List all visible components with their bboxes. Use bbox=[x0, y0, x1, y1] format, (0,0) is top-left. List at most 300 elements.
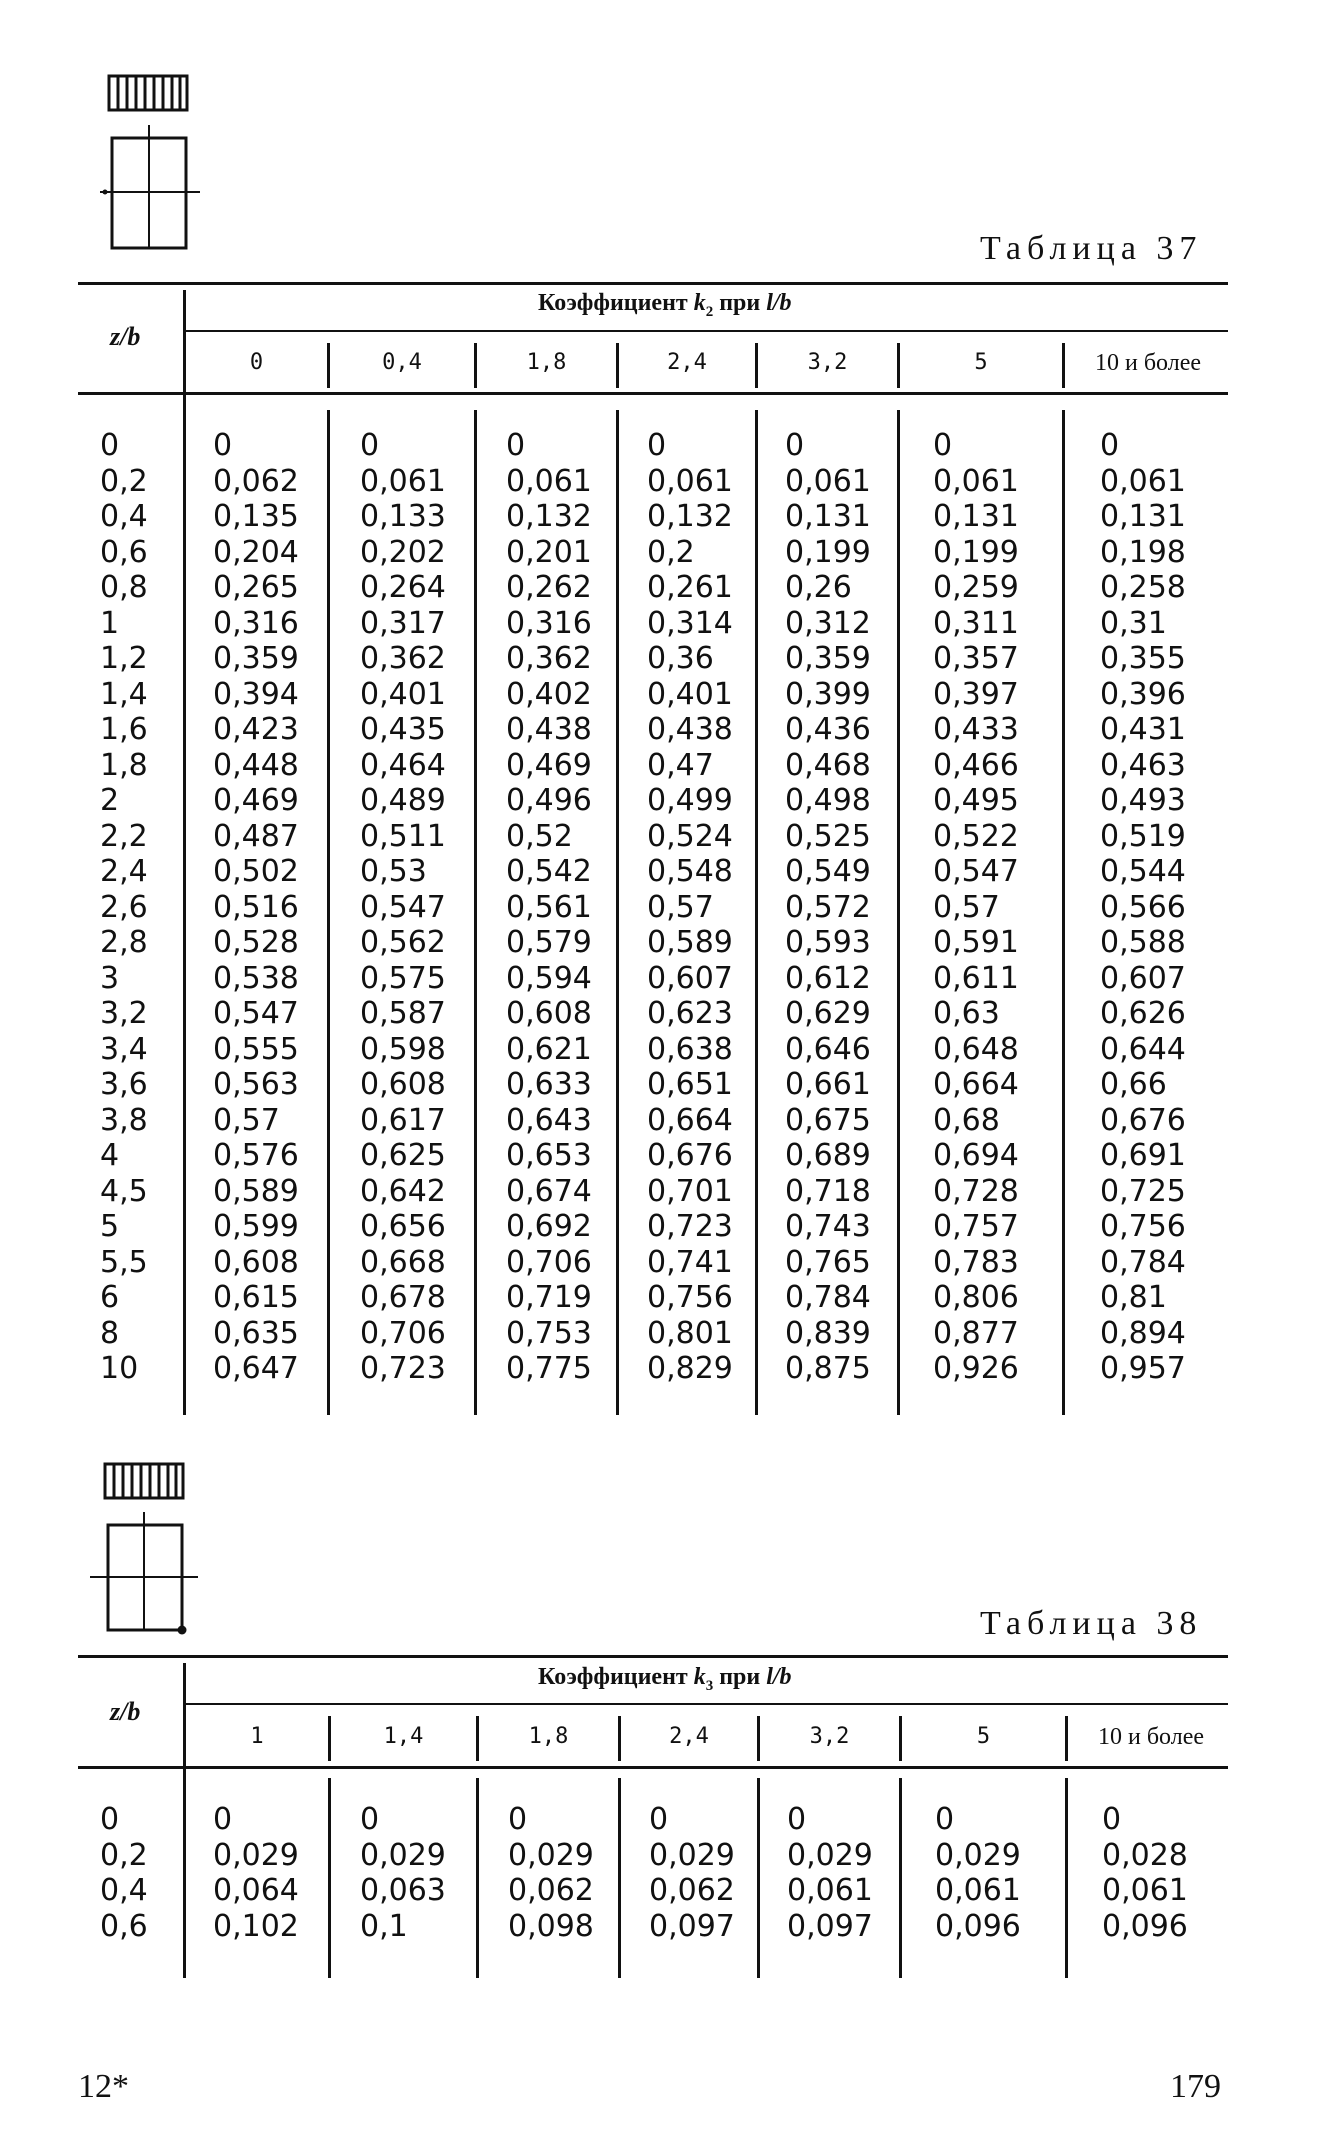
table-cell: 0,31 bbox=[1100, 605, 1167, 641]
table-cell: 0,1 bbox=[360, 1908, 408, 1944]
table-cell: 0,608 bbox=[213, 1244, 299, 1280]
table-cell: 0 bbox=[1100, 428, 1120, 463]
table-cell: 0,589 bbox=[213, 1173, 299, 1209]
column-header: 10 и более bbox=[1097, 1724, 1205, 1750]
table-cell: 0,694 bbox=[933, 1138, 1019, 1173]
table-cell: 0,53 bbox=[360, 854, 427, 889]
col-divider bbox=[897, 410, 900, 1415]
row-label: 0 bbox=[100, 428, 120, 463]
table-cell: 0,359 bbox=[785, 641, 871, 676]
table-38-column bbox=[213, 1802, 299, 1944]
row-label: 3,6 bbox=[100, 1067, 148, 1102]
table-cell: 0,355 bbox=[1100, 641, 1186, 676]
table-cell: 0,621 bbox=[506, 1031, 592, 1067]
table-cell: 0,436 bbox=[785, 712, 871, 747]
row-label: 2 bbox=[100, 783, 120, 818]
table-cell: 0,202 bbox=[360, 534, 446, 570]
table-cell: 0,647 bbox=[213, 1351, 299, 1386]
table-37-column bbox=[360, 428, 446, 1387]
table-cell: 0,401 bbox=[360, 676, 446, 712]
table-cell: 0,615 bbox=[213, 1280, 299, 1315]
col-divider bbox=[899, 1778, 902, 1978]
table-cell: 0,594 bbox=[506, 960, 592, 996]
table-cell: 0,357 bbox=[933, 641, 1019, 676]
table-cell: 0,311 bbox=[933, 605, 1019, 641]
table-cell: 0,135 bbox=[213, 499, 299, 534]
table-cell: 0,435 bbox=[360, 712, 446, 747]
table-cell: 0,466 bbox=[933, 747, 1019, 783]
table-37-column bbox=[1100, 428, 1186, 1387]
row-label: 6 bbox=[100, 1280, 120, 1315]
table-cell: 0,538 bbox=[213, 960, 299, 996]
table-cell: 0,26 bbox=[785, 570, 852, 605]
table-38-zb-column bbox=[100, 1802, 148, 1944]
table-cell: 0,784 bbox=[1100, 1244, 1186, 1280]
table-38-coefficient-header: Коэффициент $k_3$ при l/b bbox=[538, 1664, 792, 1694]
table-cell: 0,612 bbox=[785, 960, 871, 996]
table-cell: 0,52 bbox=[506, 818, 573, 854]
col-divider bbox=[757, 1778, 760, 1978]
table-cell: 0,061 bbox=[1102, 1873, 1188, 1908]
table-cell: 0,608 bbox=[360, 1067, 446, 1102]
table-cell: 0,57 bbox=[213, 1102, 280, 1138]
row-label: 3,4 bbox=[100, 1031, 148, 1067]
table-37-column bbox=[213, 428, 299, 1387]
row-label: 0,8 bbox=[100, 570, 148, 605]
column-header: 2,4 bbox=[669, 1724, 709, 1749]
table-cell: 0,062 bbox=[508, 1873, 594, 1908]
table-cell: 0,262 bbox=[506, 570, 592, 605]
table-38-row-header: z/b bbox=[110, 1697, 141, 1726]
table-cell: 0,062 bbox=[649, 1873, 735, 1908]
row-label: 10 bbox=[100, 1351, 139, 1386]
table-cell: 0,608 bbox=[506, 996, 592, 1031]
table-cell: 0,599 bbox=[213, 1209, 299, 1244]
table-cell: 0,397 bbox=[933, 676, 1019, 712]
table-cell: 0,36 bbox=[647, 641, 714, 676]
table-cell: 0,542 bbox=[506, 854, 592, 889]
column-header: 2,4 bbox=[667, 350, 707, 375]
table-cell: 0,131 bbox=[933, 499, 1019, 534]
table-cell: 0,133 bbox=[360, 499, 446, 534]
table-38-column bbox=[360, 1802, 446, 1944]
table-cell: 0,728 bbox=[933, 1173, 1019, 1209]
table-cell: 0,753 bbox=[506, 1315, 592, 1351]
row-label: 8 bbox=[100, 1315, 120, 1351]
row-label: 0,6 bbox=[100, 1908, 148, 1944]
column-header: 1,8 bbox=[528, 1724, 569, 1749]
table-cell: 0,648 bbox=[933, 1031, 1019, 1067]
table-cell: 0 bbox=[785, 428, 805, 463]
table-cell: 0,362 bbox=[360, 641, 446, 676]
row-label: 0,2 bbox=[100, 463, 148, 499]
table-cell: 0,096 bbox=[935, 1908, 1021, 1944]
table-cell: 0 bbox=[787, 1802, 807, 1837]
column-header: 5 bbox=[976, 1724, 991, 1749]
table-cell: 0,199 bbox=[933, 534, 1019, 570]
row-label: 2,2 bbox=[100, 818, 148, 854]
table-cell: 0,651 bbox=[647, 1067, 733, 1102]
table-38-column bbox=[787, 1802, 873, 1944]
table-cell: 0 bbox=[647, 428, 667, 463]
table-cell: 0,66 bbox=[1100, 1067, 1167, 1102]
column-header: 1,8 bbox=[526, 350, 567, 375]
table-cell: 0,464 bbox=[360, 747, 446, 783]
row-label: 1,4 bbox=[100, 676, 148, 712]
table-cell: 0,47 bbox=[647, 747, 714, 783]
table-cell: 0,675 bbox=[785, 1102, 871, 1138]
table-cell: 0,801 bbox=[647, 1315, 733, 1351]
table-cell: 0,68 bbox=[933, 1102, 1000, 1138]
row-label: 5,5 bbox=[100, 1244, 148, 1280]
table-cell: 0,097 bbox=[649, 1908, 735, 1944]
table-cell: 0,877 bbox=[933, 1315, 1019, 1351]
table-cell: 0,431 bbox=[1100, 712, 1186, 747]
table-cell: 0,653 bbox=[506, 1138, 592, 1173]
table-cell: 0,029 bbox=[787, 1837, 873, 1873]
column-header: 1 bbox=[250, 1724, 264, 1749]
row-label: 1,8 bbox=[100, 747, 148, 783]
table-cell: 0,591 bbox=[933, 925, 1019, 960]
table-cell: 0,201 bbox=[506, 534, 592, 570]
table-cell: 0,029 bbox=[935, 1837, 1021, 1873]
table-cell: 0,676 bbox=[647, 1138, 733, 1173]
table-cell: 0,098 bbox=[508, 1908, 594, 1944]
table-37-column bbox=[933, 428, 1019, 1387]
table-cell: 0,547 bbox=[213, 996, 299, 1031]
table-cell: 0,646 bbox=[785, 1031, 871, 1067]
table-cell: 0,362 bbox=[506, 641, 592, 676]
table-cell: 0,701 bbox=[647, 1173, 733, 1209]
table-cell: 0,314 bbox=[647, 605, 733, 641]
col-divider bbox=[618, 1778, 621, 1978]
table-cell: 0,502 bbox=[213, 854, 299, 889]
table-38-column bbox=[935, 1802, 1021, 1944]
row-label: 3,2 bbox=[100, 996, 148, 1031]
table-cell: 0,617 bbox=[360, 1102, 446, 1138]
table-cell: 0,061 bbox=[506, 463, 592, 499]
row-label: 0,4 bbox=[100, 1873, 148, 1908]
table-cell: 0,741 bbox=[647, 1244, 733, 1280]
load-diagram-corner-icon bbox=[90, 1460, 210, 1635]
table-cell: 0,402 bbox=[506, 676, 592, 712]
table-cell: 0,544 bbox=[1100, 854, 1186, 889]
row-label: 2,6 bbox=[100, 889, 148, 925]
column-header: 3,2 bbox=[807, 350, 848, 375]
table-cell: 0,359 bbox=[213, 641, 299, 676]
table-cell: 0,635 bbox=[213, 1315, 299, 1351]
table-cell: 0,593 bbox=[785, 925, 871, 960]
table-cell: 0,469 bbox=[213, 783, 299, 818]
table-cell: 0,555 bbox=[213, 1031, 299, 1067]
table-37-header-bottom-rule bbox=[78, 392, 1228, 395]
table-cell: 0,499 bbox=[647, 783, 733, 818]
table-cell: 0,723 bbox=[360, 1351, 446, 1386]
table-cell: 0,587 bbox=[360, 996, 446, 1031]
table-cell: 0 bbox=[360, 1802, 380, 1837]
table-cell: 0,489 bbox=[360, 783, 446, 818]
col-divider bbox=[328, 1778, 331, 1978]
table-cell: 0,516 bbox=[213, 889, 299, 925]
table-cell: 0 bbox=[649, 1802, 669, 1837]
table-cell: 0,394 bbox=[213, 676, 299, 712]
table-cell: 0,783 bbox=[933, 1244, 1019, 1280]
table-cell: 0,061 bbox=[647, 463, 733, 499]
table-cell: 0 bbox=[213, 428, 233, 463]
column-header: 0 bbox=[249, 350, 264, 375]
table-cell: 0,784 bbox=[785, 1280, 871, 1315]
table-cell: 0,548 bbox=[647, 854, 733, 889]
table-cell: 0,806 bbox=[933, 1280, 1019, 1315]
table-38-caption: Таблица 38 bbox=[980, 1605, 1203, 1642]
column-header: 5 bbox=[974, 350, 988, 375]
load-diagram-icon bbox=[100, 70, 220, 255]
table-cell: 0,607 bbox=[1100, 960, 1186, 996]
table-cell: 0,063 bbox=[360, 1873, 446, 1908]
table-cell: 0,396 bbox=[1100, 676, 1186, 712]
table-cell: 0,588 bbox=[1100, 925, 1186, 960]
table-cell: 0,706 bbox=[506, 1244, 592, 1280]
table-cell: 0,317 bbox=[360, 605, 446, 641]
table-37-zb-column bbox=[100, 428, 148, 1387]
col-divider bbox=[327, 410, 330, 1415]
table-cell: 0 bbox=[935, 1802, 955, 1837]
table-38-header-rule bbox=[186, 1703, 1228, 1705]
table-cell: 0,668 bbox=[360, 1244, 446, 1280]
table-cell: 0,642 bbox=[360, 1173, 446, 1209]
table-cell: 0,723 bbox=[647, 1209, 733, 1244]
table-cell: 0,102 bbox=[213, 1908, 299, 1944]
row-label: 0,6 bbox=[100, 534, 148, 570]
table-cell: 0,524 bbox=[647, 818, 733, 854]
table-cell: 0,547 bbox=[360, 889, 446, 925]
column-header: 1,4 bbox=[383, 1724, 424, 1749]
table-cell: 0,743 bbox=[785, 1209, 871, 1244]
table-cell: 0,438 bbox=[506, 712, 592, 747]
table-38-header-bottom-rule bbox=[78, 1766, 1228, 1769]
table-cell: 0 bbox=[933, 428, 953, 463]
table-cell: 0,265 bbox=[213, 570, 299, 605]
table-cell: 0,894 bbox=[1100, 1315, 1186, 1351]
table-cell: 0,493 bbox=[1100, 783, 1186, 818]
page-number: 179 bbox=[1170, 2068, 1221, 2105]
table-37-column bbox=[647, 428, 733, 1387]
footer-signature: 12* bbox=[78, 2068, 129, 2105]
table-cell: 0,511 bbox=[360, 818, 446, 854]
col-divider bbox=[1062, 410, 1065, 1415]
table-cell: 0,63 bbox=[933, 996, 1000, 1031]
table-cell: 0,132 bbox=[506, 499, 592, 534]
table-cell: 0,525 bbox=[785, 818, 871, 854]
table-cell: 0,198 bbox=[1100, 534, 1186, 570]
table-cell: 0,2 bbox=[647, 534, 695, 570]
table-cell: 0,775 bbox=[506, 1351, 592, 1386]
table-37-coefficient-header: Коэффициент $k_2$ при l/b bbox=[538, 290, 792, 320]
table-cell: 0,204 bbox=[213, 534, 299, 570]
table-cell: 0,689 bbox=[785, 1138, 871, 1173]
table-cell: 0,487 bbox=[213, 818, 299, 854]
table-cell: 0,957 bbox=[1100, 1351, 1186, 1386]
table-cell: 0,062 bbox=[213, 463, 299, 499]
table-38-top-rule bbox=[78, 1655, 1228, 1658]
row-label: 3,8 bbox=[100, 1102, 148, 1138]
table-cell: 0,199 bbox=[785, 534, 871, 570]
row-label: 0 bbox=[100, 1802, 120, 1837]
table-cell: 0,623 bbox=[647, 996, 733, 1031]
table-cell: 0,528 bbox=[213, 925, 299, 960]
table-37-top-rule bbox=[78, 282, 1228, 285]
table-cell: 0 bbox=[1102, 1802, 1122, 1837]
table-cell: 0,563 bbox=[213, 1067, 299, 1102]
table-cell: 0,096 bbox=[1102, 1908, 1188, 1944]
table-cell: 0,131 bbox=[785, 499, 871, 534]
table-cell: 0,061 bbox=[785, 463, 871, 499]
column-header: 3,2 bbox=[809, 1724, 850, 1749]
column-header: 10 и более bbox=[1094, 350, 1202, 376]
table-37-stub-divider bbox=[183, 290, 186, 1415]
table-37-column bbox=[506, 428, 592, 1387]
table-cell: 0,264 bbox=[360, 570, 446, 605]
col-divider bbox=[616, 410, 619, 1415]
table-cell: 0,81 bbox=[1100, 1280, 1167, 1315]
table-cell: 0,468 bbox=[785, 747, 871, 783]
table-38-column bbox=[1102, 1802, 1188, 1944]
table-cell: 0,522 bbox=[933, 818, 1019, 854]
table-cell: 0,674 bbox=[506, 1173, 592, 1209]
table-cell: 0,676 bbox=[1100, 1102, 1186, 1138]
table-cell: 0,626 bbox=[1100, 996, 1186, 1031]
table-cell: 0,644 bbox=[1100, 1031, 1186, 1067]
table-cell: 0,029 bbox=[213, 1837, 299, 1873]
row-label: 3 bbox=[100, 960, 120, 996]
table-cell: 0,829 bbox=[647, 1351, 733, 1386]
col-divider bbox=[474, 410, 477, 1415]
table-cell: 0,757 bbox=[933, 1209, 1019, 1244]
table-cell: 0,061 bbox=[933, 463, 1019, 499]
row-label: 2,8 bbox=[100, 925, 148, 960]
table-38-column bbox=[508, 1802, 594, 1944]
table-cell: 0,718 bbox=[785, 1173, 871, 1209]
row-label: 4 bbox=[100, 1138, 120, 1173]
table-cell: 0,061 bbox=[360, 463, 446, 499]
table-cell: 0,258 bbox=[1100, 570, 1186, 605]
table-37-row-header: z/b bbox=[110, 322, 141, 351]
col-divider bbox=[755, 410, 758, 1415]
table-cell: 0,061 bbox=[787, 1873, 873, 1908]
table-38-stub-divider bbox=[183, 1663, 186, 1978]
table-cell: 0,496 bbox=[506, 783, 592, 818]
row-label: 1,6 bbox=[100, 712, 148, 747]
row-label: 1 bbox=[100, 605, 120, 641]
table-cell: 0,519 bbox=[1100, 818, 1186, 854]
table-cell: 0 bbox=[508, 1802, 528, 1837]
table-cell: 0,572 bbox=[785, 889, 871, 925]
table-cell: 0,433 bbox=[933, 712, 1019, 747]
table-cell: 0,57 bbox=[933, 889, 1000, 925]
col-divider bbox=[1065, 1778, 1068, 1978]
table-cell: 0,756 bbox=[1100, 1209, 1186, 1244]
table-cell: 0,598 bbox=[360, 1031, 446, 1067]
table-cell: 0,589 bbox=[647, 925, 733, 960]
table-cell: 0,625 bbox=[360, 1138, 446, 1173]
col-divider bbox=[476, 1778, 479, 1978]
row-label: 0,4 bbox=[100, 499, 148, 534]
table-cell: 0,611 bbox=[933, 960, 1019, 996]
table-cell: 0,57 bbox=[647, 889, 714, 925]
table-cell: 0,607 bbox=[647, 960, 733, 996]
table-cell: 0,549 bbox=[785, 854, 871, 889]
table-cell: 0,706 bbox=[360, 1315, 446, 1351]
table-cell: 0,719 bbox=[506, 1280, 592, 1315]
table-cell: 0 bbox=[506, 428, 526, 463]
table-cell: 0,678 bbox=[360, 1280, 446, 1315]
table-cell: 0,643 bbox=[506, 1102, 592, 1138]
table-cell: 0,575 bbox=[360, 960, 446, 996]
table-cell: 0,448 bbox=[213, 747, 299, 783]
table-cell: 0,061 bbox=[1100, 463, 1186, 499]
table-cell: 0,839 bbox=[785, 1315, 871, 1351]
table-cell: 0,566 bbox=[1100, 889, 1186, 925]
table-cell: 0,261 bbox=[647, 570, 733, 605]
table-cell: 0,629 bbox=[785, 996, 871, 1031]
table-cell: 0,756 bbox=[647, 1280, 733, 1315]
table-cell: 0,316 bbox=[213, 605, 299, 641]
table-cell: 0,064 bbox=[213, 1873, 299, 1908]
row-label: 0,2 bbox=[100, 1837, 148, 1873]
table-cell: 0,725 bbox=[1100, 1173, 1186, 1209]
table-cell: 0,312 bbox=[785, 605, 871, 641]
table-cell: 0,029 bbox=[508, 1837, 594, 1873]
table-cell: 0,028 bbox=[1102, 1837, 1188, 1873]
table-cell: 0,691 bbox=[1100, 1138, 1186, 1173]
table-cell: 0 bbox=[360, 428, 380, 463]
table-cell: 0,316 bbox=[506, 605, 592, 641]
table-cell: 0,579 bbox=[506, 925, 592, 960]
row-label: 4,5 bbox=[100, 1173, 148, 1209]
table-cell: 0,765 bbox=[785, 1244, 871, 1280]
table-38-column bbox=[649, 1802, 735, 1944]
table-cell: 0,495 bbox=[933, 783, 1019, 818]
table-cell: 0,664 bbox=[933, 1067, 1019, 1102]
table-cell: 0,498 bbox=[785, 783, 871, 818]
table-37-column bbox=[785, 428, 871, 1387]
table-cell: 0,656 bbox=[360, 1209, 446, 1244]
table-cell: 0,875 bbox=[785, 1351, 871, 1386]
table-37-caption: Таблица 37 bbox=[980, 230, 1203, 267]
table-cell: 0,562 bbox=[360, 925, 446, 960]
table-cell: 0,633 bbox=[506, 1067, 592, 1102]
row-label: 5 bbox=[100, 1209, 120, 1244]
table-37-header-rule bbox=[186, 330, 1228, 332]
table-cell: 0,423 bbox=[213, 712, 299, 747]
table-cell: 0 bbox=[213, 1802, 233, 1837]
table-cell: 0,029 bbox=[649, 1837, 735, 1873]
table-cell: 0,132 bbox=[647, 499, 733, 534]
table-cell: 0,399 bbox=[785, 676, 871, 712]
table-cell: 0,576 bbox=[213, 1138, 299, 1173]
table-cell: 0,469 bbox=[506, 747, 592, 783]
table-cell: 0,029 bbox=[360, 1837, 446, 1873]
table-cell: 0,438 bbox=[647, 712, 733, 747]
table-cell: 0,664 bbox=[647, 1102, 733, 1138]
table-cell: 0,547 bbox=[933, 854, 1019, 889]
table-cell: 0,401 bbox=[647, 676, 733, 712]
table-cell: 0,638 bbox=[647, 1031, 733, 1067]
table-cell: 0,561 bbox=[506, 889, 592, 925]
row-label: 2,4 bbox=[100, 854, 148, 889]
column-header: 0,4 bbox=[382, 350, 422, 375]
table-cell: 0,061 bbox=[935, 1873, 1021, 1908]
